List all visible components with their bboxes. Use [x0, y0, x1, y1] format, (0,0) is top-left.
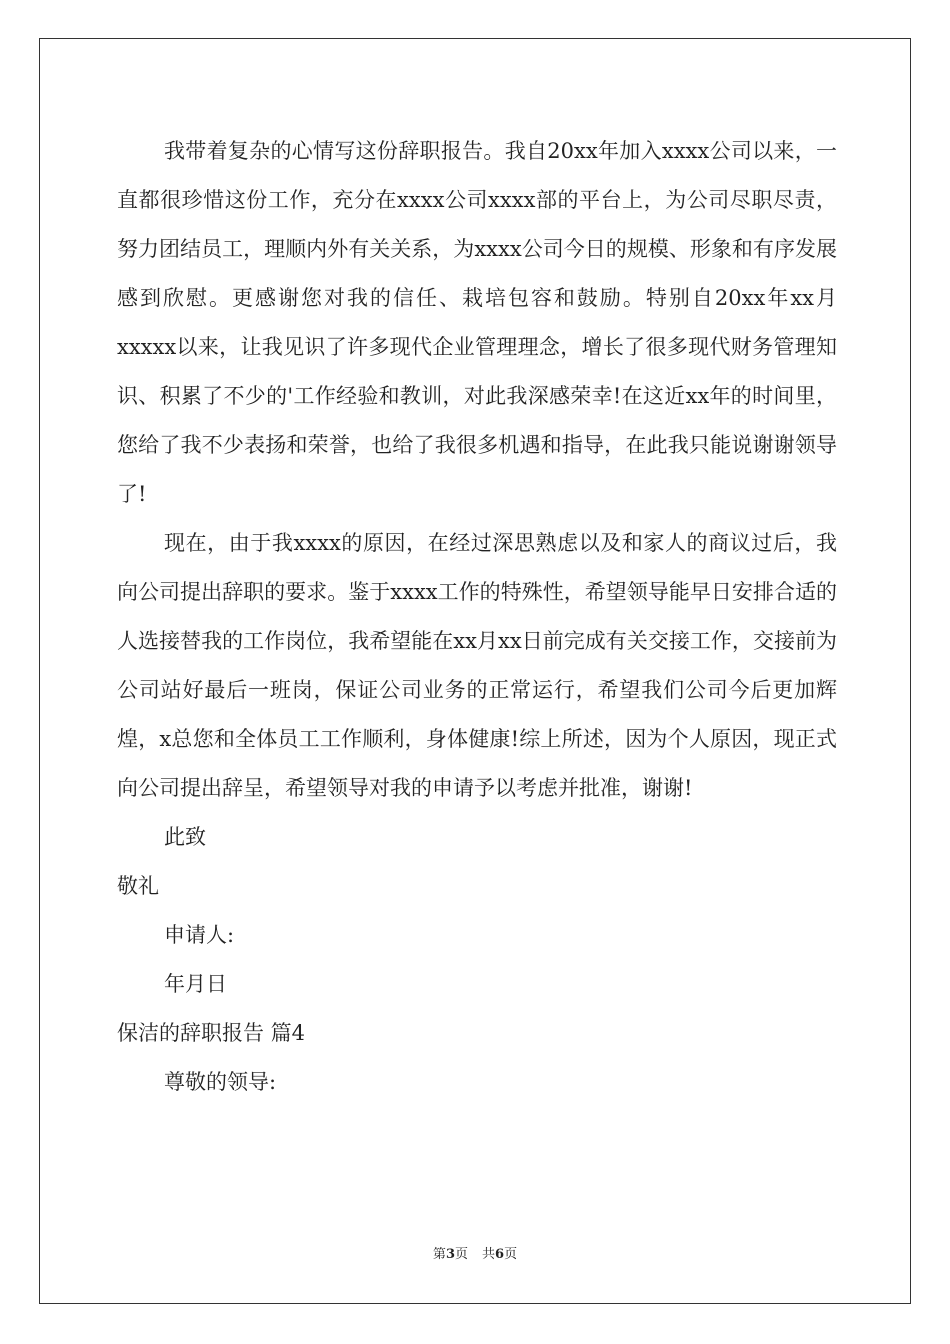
page-current: 3 [445, 1247, 455, 1262]
date-label: 年月日 [164, 972, 227, 996]
paragraph-1: 我带着复杂的心情写这份辞职报告。我自20xx年加入xxxx公司以来，一直都很珍惜这份工作，充分在xxxx公司xxxx部的平台上，为公司尽职尽责，努力团结员工，理顺内外有关关系，为xxxx公司今日的规模、形象和有序发展感到欣慰。更感谢您对我的信任、栽培包容和鼓励。特别自20xx年xx月xxxxx以来，让我见识了许多现代企业管理理念，增长了很多现代财务管理知识、积累了不少的'工作经验和教训，对此我深感荣幸!在这近xx年的时间里，您给了我不少表扬和荣誉，也给了我很多机遇和指导，在此我只能说谢谢领导了! [117, 139, 837, 506]
page-suffix: 页 [454, 1247, 468, 1262]
page-total: 6 [495, 1247, 505, 1262]
paragraph-2: 现在，由于我xxxx的原因，在经过深思熟虑以及和家人的商议过后，我向公司提出辞职的要求。鉴于xxxx工作的特殊性，希望领导能早日安排合适的人选接替我的工作岗位，我希望能在xx月xx日前完成有关交接工作，交接前为公司站好最后一班岗，保证公司业务的正常运行，希望我们公司今后更加辉煌，x总您和全体员工工作顺利，身体健康!综上所述，因为个人原因，现正式向公司提出辞呈，希望领导对我的申请予以考虑并批准，谢谢! [117, 531, 837, 800]
page-footer [0, 1245, 950, 1265]
total-prefix: 共 [482, 1247, 496, 1262]
greeting-text: 尊敬的领导: [164, 1070, 277, 1094]
salute-text: 敬礼 [117, 874, 159, 898]
section-title: 保洁的辞职报告 篇4 [117, 1021, 306, 1045]
applicant-label: 申请人: [164, 923, 235, 947]
total-suffix: 页 [504, 1247, 518, 1262]
document-body [117, 127, 837, 1107]
page-prefix: 第 [432, 1247, 446, 1262]
closing-text: 此致 [164, 825, 206, 849]
